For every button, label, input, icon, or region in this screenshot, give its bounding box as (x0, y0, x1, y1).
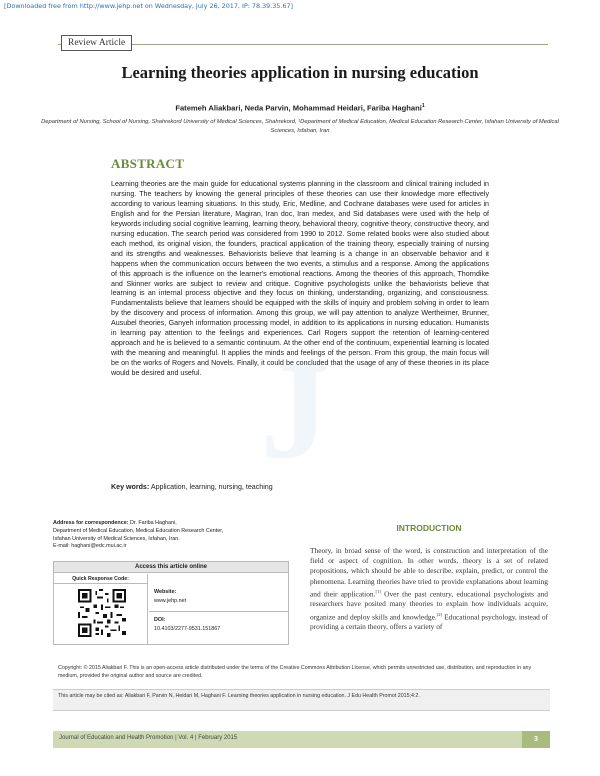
citation-box: This article may be cited as: Aliakbari F, Parvin N, Heidari M, Haghani F. Learning theories application in nursing education. J Edu Health Promot 2015;4:2. (53, 689, 550, 711)
author-list (0, 103, 600, 113)
qr-code-label: Quick Response Code: (54, 574, 148, 584)
correspondence-name: Dr. Fariba Haghani, (130, 520, 177, 526)
website-link[interactable]: www.jehp.net (154, 598, 187, 604)
access-heading: Access this article online (54, 562, 288, 573)
author-names: Fatemeh Aliakbari, Neda Parvin, Mohammad Heidari, Fariba Haghani (175, 103, 422, 113)
intro-text-3: Educational psychology, instead of providing a certain theory, offers a variety of (310, 612, 548, 632)
reference-1[interactable]: [1] (375, 588, 381, 594)
intro-text-1: Theory, in broad sense of the word, is construction and interpretation of the field or aspect of cognition. In other words, theory is a set of related propositions, which should be able to describe, explain, predict, or control the phenomena. Learning theories have tried to provide explanations about learning and their application. (310, 546, 548, 599)
doi-label: DOI: (154, 617, 166, 623)
correspondence-line1: Department of Medical Education, Medical Education Research Center, (53, 527, 224, 534)
correspondence-block (53, 520, 289, 551)
qr-code-icon[interactable] (78, 589, 126, 637)
journal-info: Journal of Education and Health Promotion | Vol. 4 | February 2015 (59, 735, 238, 741)
qr-cell (54, 584, 148, 645)
page-footer (53, 731, 550, 748)
correspondence-email[interactable]: E-mail: haghani@edc.mui.ac.ir (53, 543, 127, 550)
download-banner[interactable]: [Downloaded free from http://www.jehp.net on Wednesday, July 26, 2017, IP: 78.39.35.67] (4, 2, 294, 10)
access-online-box (53, 561, 289, 645)
keywords-label: Key words: (111, 483, 150, 491)
correspondence-line2: Isfahan University of Medical Sciences, Isfahan, Iran. (53, 535, 180, 542)
website-label: Website: (154, 589, 177, 595)
page-number: 3 (522, 731, 550, 748)
copyright-notice: Copyright: © 2015 Aliakbari F. This is an open-access article distributed under the terms of the Creative Commons Attribution License, which permits unrestricted use, distribution, and reproduction in any medium, provided the original author and source are credited. (58, 665, 532, 680)
keywords (111, 483, 273, 491)
article-type-label: Review Article (61, 35, 132, 51)
abstract-heading: ABSTRACT (111, 156, 185, 171)
intro-text-2: Over the past century, educational psychologists and researchers have posited many theories to explain how individuals acquire, organize and deploy skills and knowledge. (310, 589, 548, 622)
correspondence-label: Address for correspondence: (53, 520, 129, 526)
author-affil-marker: 1 (421, 103, 425, 109)
affiliations: Department of Nursing, School of Nursing, Shahrekord University of Medical Sciences, Shahrekord, ¹Department of Medical Education, Medical Education Research Center, Isfahan University of Medical Sciences, Isfahan, Iran (41, 119, 559, 134)
reference-2[interactable]: [2] (436, 611, 443, 617)
doi-link[interactable]: 10.4103/2277-9531.151867 (154, 626, 221, 632)
access-divider (149, 611, 289, 612)
abstract-body: Learning theories are the main guide for educational systems planning in the classroom and clinical training included in nursing. The teachers by knowing the general principles of these theories can use their knowledge more effectively according to various learning situations. In this study, Eric, Medline, and Cochrane databases were used for articles in English and for the Persian literature, Magiran, Iran doc, Iran medex, and Sid databases were used with the help of keywords including social cognitive learning, learning theory, behavioral theory, cognitive theory, constructive theory, and nursing education. The search period was considered from 1990 to 2012. Some related books were also studied about each method, its original vision, the founders, practical application of the training theory, especially training of nursing and its strengths and weaknesses. Behaviorists believe that learning is a change in an observable behavior and it happens when the communication occurs between the two events, a stimulus and a response. Among the applications of this approach is the influence on the learner's emotional reactions. Among the theories of this approach, Thorndike and Skinner works are subject to review and critique. Cognitive psychologists unlike the behaviorists believe that learning is an internal process objective and they focus on thinking, understanding, organizing, and consciousness. Fundamentalists believe that learners should be equipped with the skills of inquiry and problem solving in order to learn by the discovery and process of information. Among this group, we will pay attention to analyze Wertheimer, Brunner, Ausubel theories, Ganyeh information processing model, in addition to its applications in nursing education. Humanists in learning pay attention to the feelings and experiences. Carl Rogers support the retention of learning-centered approach and he is believed to a semantic continuum. At the other end of the continuum, experiential learning is located with the meaning and meaningful. It applies the minds and feelings of the person. From this group, the main focus will be on the works of Rogers and Novels. Finally, it could be concluded that the usage of any of these theories in its place would be desired and useful. (111, 180, 489, 378)
keywords-value: Application, learning, nursing, teaching (150, 483, 273, 491)
introduction-heading: INTRODUCTION (396, 523, 462, 533)
journal-watermark: J (260, 333, 330, 488)
introduction-body (310, 546, 548, 633)
article-title: Learning theories application in nursing education (121, 63, 479, 82)
